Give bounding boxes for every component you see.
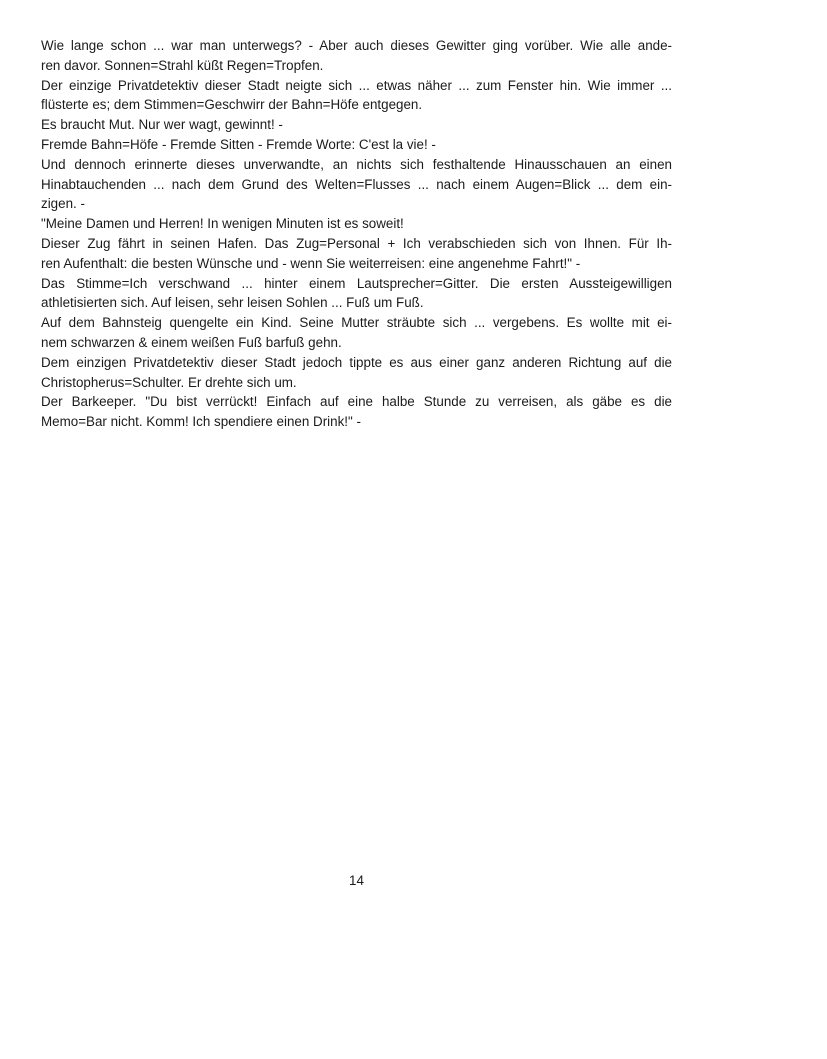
text-line: Der einzige Privatdetektiv dieser Stadt neigte sich ... etwas näher ... zum Fenster hin. Wie immer ... — [41, 77, 672, 93]
text-line: ren davor. Sonnen=Strahl küßt Regen=Tropfen. — [41, 57, 324, 73]
text-block — [41, 36, 672, 432]
text-line: Und dennoch erinnerte dieses unverwandte, an nichts sich festhaltende Hinausschauen an einen — [41, 156, 672, 172]
text-line: Memo=Bar nicht. Komm! Ich spendiere einen Drink!" - — [41, 414, 361, 430]
text-line: nem schwarzen & einem weißen Fuß barfuß gehn. — [41, 334, 342, 350]
page-number: 14 — [349, 873, 364, 888]
text-line: Dieser Zug fährt in seinen Hafen. Das Zug=Personal + Ich verabschieden sich von Ihnen. Für Ih- — [41, 235, 672, 251]
text-line: athletisierten sich. Auf leisen, sehr leisen Sohlen ... Fuß um Fuß. — [41, 295, 424, 311]
text-line: ren Aufenthalt: die besten Wünsche und - wenn Sie weiterreisen: eine angenehme Fahrt!" - — [41, 255, 581, 271]
text-line: Dem einzigen Privatdetektiv dieser Stadt jedoch tippte es aus einer ganz anderen Richtung auf die — [41, 354, 672, 370]
text-line: Fremde Bahn=Höfe - Fremde Sitten - Fremde Worte: C'est la vie! - — [41, 136, 436, 152]
text-line: Das Stimme=Ich verschwand ... hinter einem Lautsprecher=Gitter. Die ersten Aussteigewilligen — [41, 275, 672, 291]
text-line: Auf dem Bahnsteig quengelte ein Kind. Seine Mutter sträubte sich ... vergebens. Es wollte mit ei- — [41, 315, 672, 331]
text-line: Hinabtauchenden ... nach dem Grund des Welten=Flusses ... nach einem Augen=Blick ... dem ein- — [41, 176, 672, 192]
text-line: Der Barkeeper. "Du bist verrückt! Einfach auf eine halbe Stunde zu verreisen, als gäbe es die — [41, 394, 672, 410]
text-line: "Meine Damen und Herren! In wenigen Minuten ist es soweit! — [41, 216, 404, 232]
text-line: Wie lange schon ... war man unterwegs? - Aber auch dieses Gewitter ging vorüber. Wie alle ande- — [41, 38, 672, 53]
text-line: Christopherus=Schulter. Er drehte sich um. — [41, 374, 297, 390]
text-line: Es braucht Mut. Nur wer wagt, gewinnt! - — [41, 117, 283, 133]
text-line: flüsterte es; dem Stimmen=Geschwirr der Bahn=Höfe entgegen. — [41, 97, 423, 113]
text-line: zigen. - — [41, 196, 85, 212]
